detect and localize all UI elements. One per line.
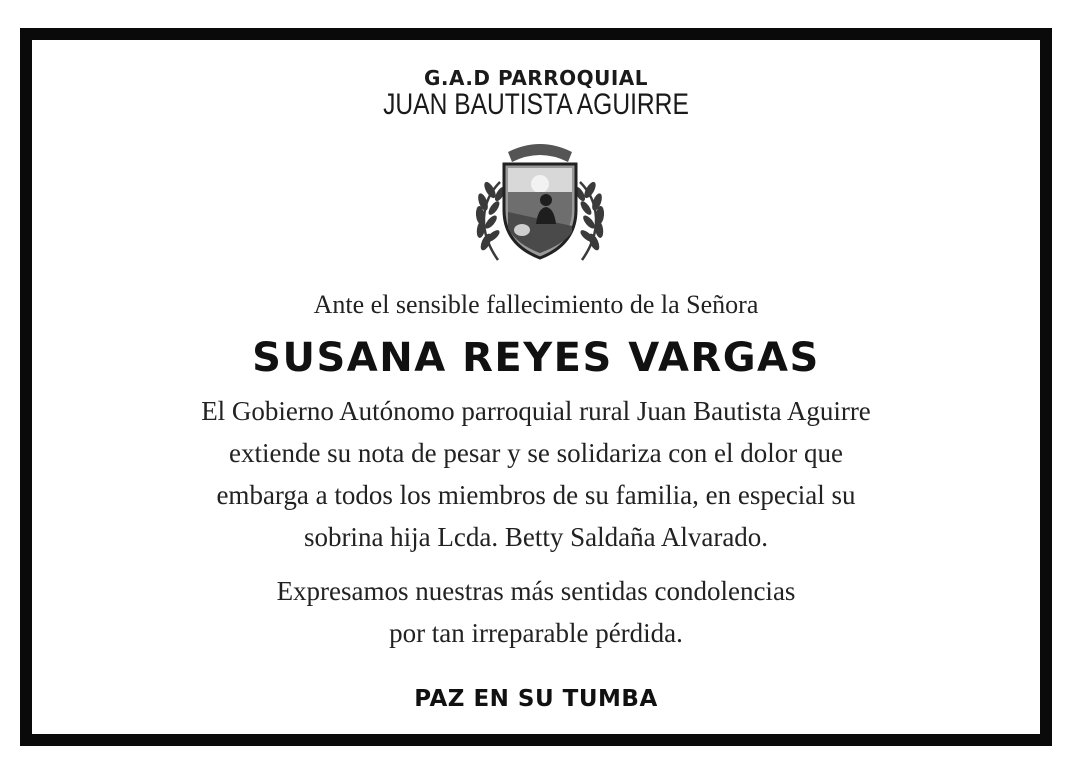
message-line: extiende su nota de pesar y se solidariza con el dolor que	[228, 438, 844, 468]
condolences-text	[92, 570, 980, 654]
message-line: embarga a todos los miembros de su familia, en especial su	[216, 480, 856, 510]
closing-text: PAZ EN SU TUMBA	[414, 686, 658, 712]
crest-ribbon	[508, 144, 572, 162]
condolence-line: Expresamos nuestras más sentidas condolencias	[276, 576, 796, 606]
message-line: sobrina hija Lcda. Betty Saldaña Alvarado.	[303, 522, 769, 552]
notice-frame	[20, 28, 1052, 746]
organization-title: G.A.D PARROQUIAL	[423, 66, 649, 90]
intro-text: Ante el sensible fallecimiento de la Señora	[313, 290, 759, 319]
organization-name: JUAN BAUTISTA AGUIRRE	[383, 88, 689, 121]
laurel-right	[573, 180, 605, 260]
laurel-left	[475, 180, 507, 260]
message-line: El Gobierno Autónomo parroquial rural Juan Bautista Aguirre	[201, 396, 871, 426]
condolence-message	[92, 390, 980, 558]
parish-coat-of-arms-icon	[460, 132, 620, 272]
condolence-line: por tan irreparable pérdida.	[389, 618, 683, 648]
deceased-name: SUSANA REYES VARGAS	[252, 335, 820, 381]
